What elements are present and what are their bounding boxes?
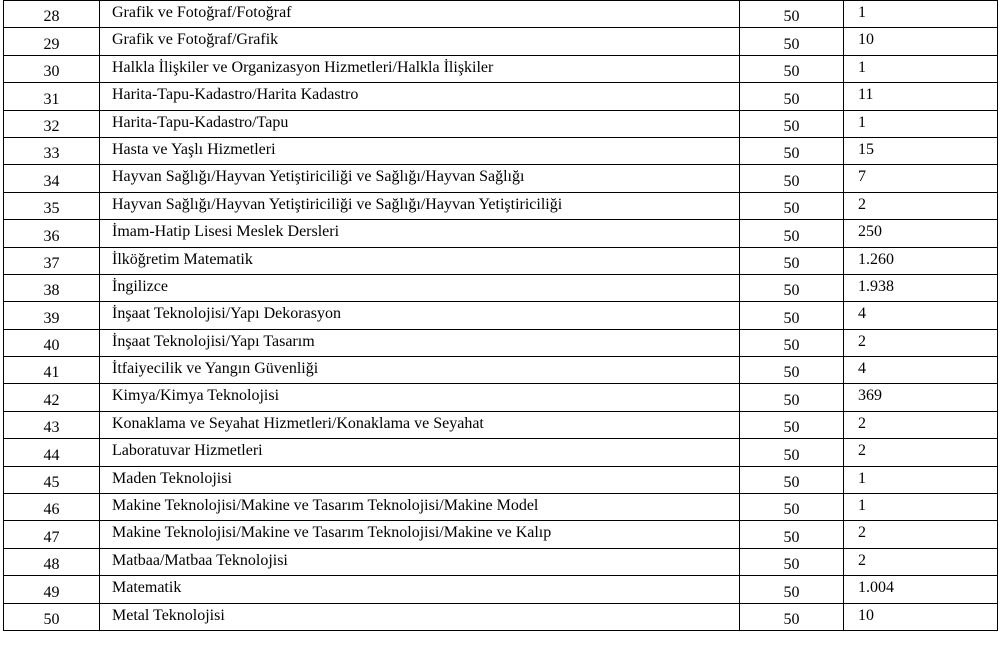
field-name-cell: Hayvan Sağlığı/Hayvan Yetiştiriciliği ve Sağlığı/Hayvan Yetiştiriciliği (100, 192, 740, 219)
row-number-cell: 48 (4, 548, 100, 575)
table-row (4, 439, 998, 466)
row-number-cell: 40 (4, 329, 100, 356)
table-row (4, 247, 998, 274)
field-name-cell: Grafik ve Fotoğraf/Grafik (100, 28, 740, 55)
field-name-cell: Kimya/Kimya Teknolojisi (100, 384, 740, 411)
row-number-cell: 49 (4, 576, 100, 603)
field-name-cell: Maden Teknolojisi (100, 466, 740, 493)
field-name-cell: Metal Teknolojisi (100, 603, 740, 630)
quota-cell: 50 (740, 329, 844, 356)
field-name-cell: Hasta ve Yaşlı Hizmetleri (100, 137, 740, 164)
row-number-cell: 31 (4, 83, 100, 110)
table-row (4, 137, 998, 164)
row-number-cell: 32 (4, 110, 100, 137)
table-row (4, 411, 998, 438)
field-name-cell: İmam-Hatip Lisesi Meslek Dersleri (100, 220, 740, 247)
table-row (4, 110, 998, 137)
count-cell: 2 (844, 439, 998, 466)
quota-cell: 50 (740, 165, 844, 192)
table-row (4, 603, 998, 630)
quota-cell: 50 (740, 302, 844, 329)
row-number-cell: 42 (4, 384, 100, 411)
table-row (4, 548, 998, 575)
table-row (4, 494, 998, 521)
table-row (4, 466, 998, 493)
field-name-cell: Halkla İlişkiler ve Organizasyon Hizmetleri/Halkla İlişkiler (100, 55, 740, 82)
row-number-cell: 34 (4, 165, 100, 192)
field-name-cell: İtfaiyecilik ve Yangın Güvenliği (100, 357, 740, 384)
row-number-cell: 37 (4, 247, 100, 274)
row-number-cell: 30 (4, 55, 100, 82)
quota-cell: 50 (740, 494, 844, 521)
count-cell: 369 (844, 384, 998, 411)
field-name-cell: Makine Teknolojisi/Makine ve Tasarım Teknolojisi/Makine Model (100, 494, 740, 521)
table-row (4, 220, 998, 247)
count-cell: 250 (844, 220, 998, 247)
field-name-cell: İnşaat Teknolojisi/Yapı Dekorasyon (100, 302, 740, 329)
field-name-cell: Makine Teknolojisi/Makine ve Tasarım Teknolojisi/Makine ve Kalıp (100, 521, 740, 548)
count-cell: 2 (844, 521, 998, 548)
count-cell: 1.004 (844, 576, 998, 603)
table-row (4, 55, 998, 82)
quota-cell: 50 (740, 548, 844, 575)
quota-cell: 50 (740, 28, 844, 55)
count-cell: 4 (844, 357, 998, 384)
field-name-cell: Hayvan Sağlığı/Hayvan Yetiştiriciliği ve Sağlığı/Hayvan Sağlığı (100, 165, 740, 192)
table-body (4, 1, 998, 631)
table-row (4, 1, 998, 28)
count-cell: 1.938 (844, 274, 998, 301)
row-number-cell: 39 (4, 302, 100, 329)
field-name-cell: İnşaat Teknolojisi/Yapı Tasarım (100, 329, 740, 356)
quota-cell: 50 (740, 274, 844, 301)
table-row (4, 28, 998, 55)
row-number-cell: 29 (4, 28, 100, 55)
quota-cell: 50 (740, 110, 844, 137)
field-name-cell: Grafik ve Fotoğraf/Fotoğraf (100, 1, 740, 28)
quota-cell: 50 (740, 1, 844, 28)
field-name-cell: İlköğretim Matematik (100, 247, 740, 274)
count-cell: 11 (844, 83, 998, 110)
field-name-cell: Matbaa/Matbaa Teknolojisi (100, 548, 740, 575)
count-cell: 2 (844, 192, 998, 219)
quota-cell: 50 (740, 576, 844, 603)
count-cell: 1 (844, 1, 998, 28)
quota-cell: 50 (740, 411, 844, 438)
row-number-cell: 28 (4, 1, 100, 28)
row-number-cell: 43 (4, 411, 100, 438)
row-number-cell: 46 (4, 494, 100, 521)
quota-cell: 50 (740, 521, 844, 548)
count-cell: 4 (844, 302, 998, 329)
count-cell: 10 (844, 603, 998, 630)
field-name-cell: İngilizce (100, 274, 740, 301)
quota-cell: 50 (740, 55, 844, 82)
quota-cell: 50 (740, 357, 844, 384)
row-number-cell: 36 (4, 220, 100, 247)
table-row (4, 274, 998, 301)
quota-cell: 50 (740, 247, 844, 274)
table-row (4, 384, 998, 411)
count-cell: 15 (844, 137, 998, 164)
field-name-cell: Laboratuvar Hizmetleri (100, 439, 740, 466)
quota-cell: 50 (740, 192, 844, 219)
quota-cell: 50 (740, 220, 844, 247)
quota-cell: 50 (740, 384, 844, 411)
quota-cell: 50 (740, 439, 844, 466)
quota-table (3, 0, 998, 631)
count-cell: 2 (844, 329, 998, 356)
field-name-cell: Matematik (100, 576, 740, 603)
quota-cell: 50 (740, 603, 844, 630)
row-number-cell: 41 (4, 357, 100, 384)
field-name-cell: Konaklama ve Seyahat Hizmetleri/Konaklama ve Seyahat (100, 411, 740, 438)
table-row (4, 302, 998, 329)
row-number-cell: 44 (4, 439, 100, 466)
row-number-cell: 35 (4, 192, 100, 219)
field-name-cell: Harita-Tapu-Kadastro/Tapu (100, 110, 740, 137)
quota-cell: 50 (740, 83, 844, 110)
count-cell: 1 (844, 55, 998, 82)
table-row (4, 83, 998, 110)
field-name-cell: Harita-Tapu-Kadastro/Harita Kadastro (100, 83, 740, 110)
row-number-cell: 33 (4, 137, 100, 164)
table-row (4, 576, 998, 603)
table-row (4, 192, 998, 219)
row-number-cell: 47 (4, 521, 100, 548)
count-cell: 10 (844, 28, 998, 55)
count-cell: 1 (844, 494, 998, 521)
table-row (4, 357, 998, 384)
row-number-cell: 50 (4, 603, 100, 630)
quota-cell: 50 (740, 137, 844, 164)
count-cell: 1.260 (844, 247, 998, 274)
table-row (4, 329, 998, 356)
count-cell: 1 (844, 110, 998, 137)
quota-cell: 50 (740, 466, 844, 493)
table-row (4, 165, 998, 192)
row-number-cell: 38 (4, 274, 100, 301)
count-cell: 2 (844, 548, 998, 575)
row-number-cell: 45 (4, 466, 100, 493)
count-cell: 1 (844, 466, 998, 493)
count-cell: 7 (844, 165, 998, 192)
count-cell: 2 (844, 411, 998, 438)
table-row (4, 521, 998, 548)
